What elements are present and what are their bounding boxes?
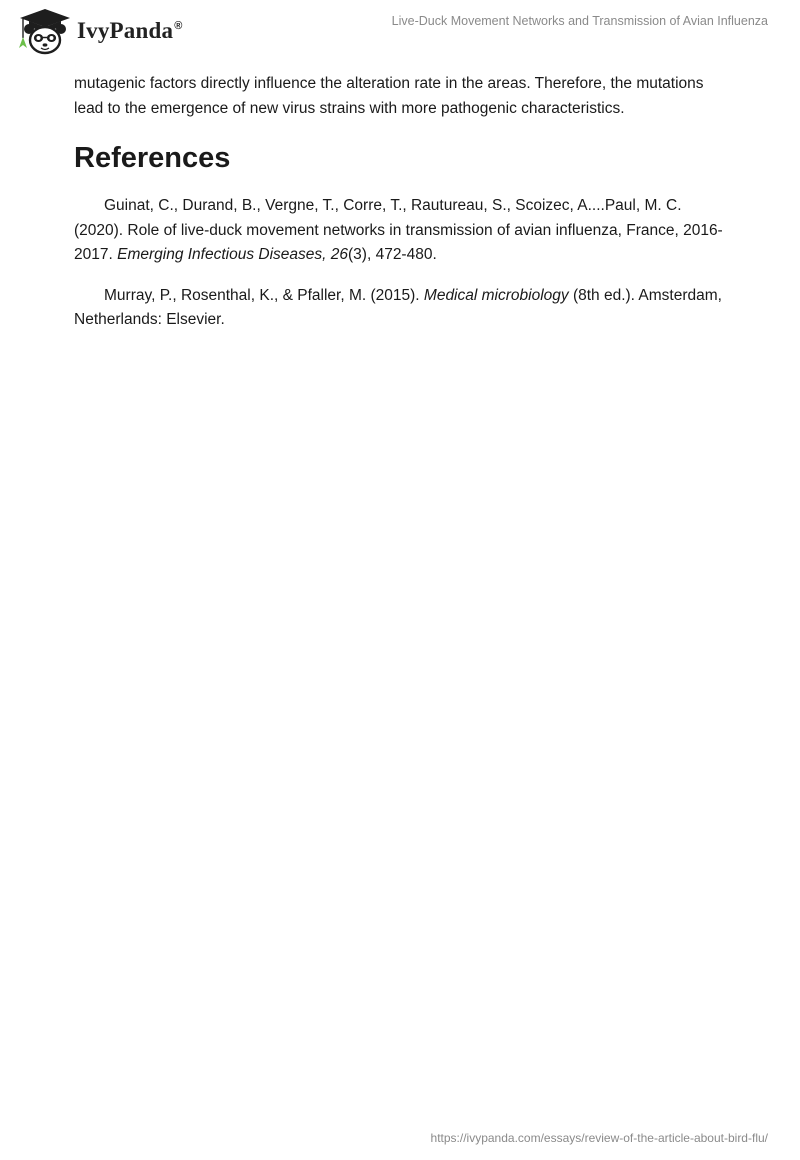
reference-item: Murray, P., Rosenthal, K., & Pfaller, M. (2015). Medical microbiology (8th ed.). Amsterdam, Netherlands: Elsevier. [74,286,722,328]
page-header [0,0,800,62]
ivypanda-logo[interactable] [14,8,183,56]
page-content [74,72,724,349]
panda-graduate-icon [14,8,74,56]
references-heading: References [74,142,231,174]
reference-book-title: Medical microbiology [423,286,569,304]
reference-journal-title: Emerging Infectious Diseases, 26 [117,246,349,263]
logo-wordmark: IvyPanda® [77,18,183,43]
reference-item: Guinat, C., Durand, B., Vergne, T., Corre, T., Rautureau, S., Scoizec, A....Paul, M. C. (2020). Role of live-duck movement networks in transmission of avian influenza, France, 2016-2017. Emerging Infectious Diseases, 26(3), 472-480. [74,197,723,263]
source-url[interactable]: https://ivypanda.com/essays/review-of-the-article-about-bird-flu/ [430,1131,768,1145]
body-paragraph: mutagenic factors directly influence the alteration rate in the areas. Therefore, the mutations lead to the emergence of new virus strains with more pathogenic characteristics. [74,75,704,117]
document-title: Live-Duck Movement Networks and Transmission of Avian Influenza [391,14,768,28]
references-list [74,194,724,333]
